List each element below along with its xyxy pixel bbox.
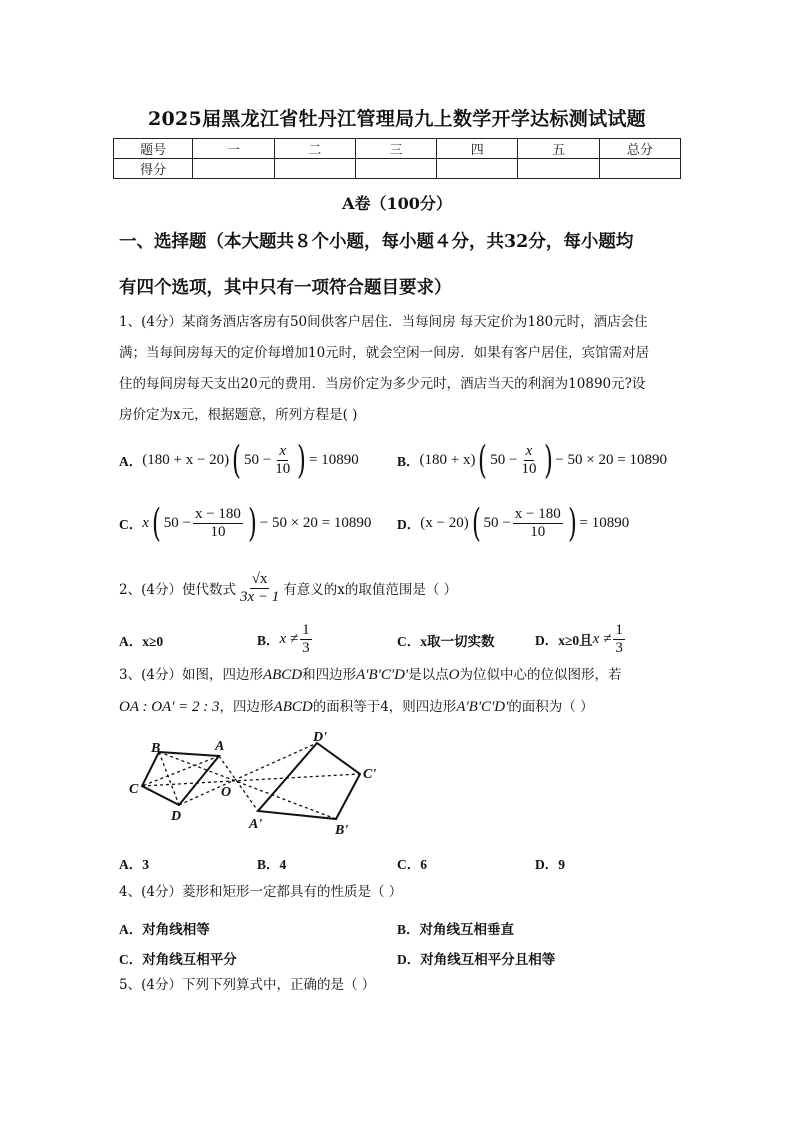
question-5-stem: 5、(4分）下列下列算式中，正确的是（ ） (119, 977, 376, 993)
right-paren: ) (567, 501, 577, 545)
frac-denominator: 3 (302, 639, 310, 656)
frac-numerator: x (525, 442, 533, 459)
question-line: 满；当每间房每天的定价每增加10元时，就会空闲一间房．如果有客户居住，宾馆需对居 (119, 345, 650, 361)
q2-option-c[interactable]: C．x取一切实数 (397, 634, 495, 649)
label-b-prime: B' (335, 823, 349, 838)
q1-option-a[interactable] (119, 430, 389, 490)
q2-option-a[interactable]: A．x≥0 (119, 634, 164, 649)
table-row (114, 139, 681, 159)
score-table (113, 138, 681, 179)
score-input-cell[interactable] (355, 159, 436, 179)
option-label: A． (119, 454, 143, 469)
section-heading (119, 219, 689, 311)
math-expr: x (142, 514, 149, 531)
question-text: 的面积等于4，则四边形 (312, 699, 457, 715)
math-expr: A'B'C'D' (456, 699, 509, 715)
math-expr: − 50 × 20 = 10890 (259, 514, 372, 531)
q2-option-b[interactable] (257, 619, 314, 659)
label-c: C (129, 782, 139, 797)
q3-option-b[interactable]: B．4 (257, 857, 287, 872)
q1-option-b[interactable] (397, 430, 692, 490)
frac-denominator: 3x − 1 (239, 588, 280, 605)
table-cell: 三 (355, 139, 436, 159)
question-line: 1、(4分）某商务酒店客房有50间供客户居住．当每间房 每天定价为180元时，酒店会住 (119, 314, 648, 330)
math-expr: 50 − (490, 451, 518, 468)
math-expr: ABCD (262, 667, 303, 683)
option-label: D．x≥0且 (535, 633, 593, 648)
math-expr: OA : OA' = 2 : 3 (119, 699, 220, 715)
q3-option-c[interactable]: C．6 (397, 857, 427, 872)
frac-denominator: 3 (615, 639, 623, 656)
q2-options (119, 619, 691, 659)
table-cell: 四 (437, 139, 518, 159)
question-text: 3、(4分）如图，四边形 (119, 667, 263, 683)
option-label: D． (397, 517, 421, 532)
option-label: B． (257, 633, 280, 648)
table-row (114, 159, 681, 179)
q3-option-d[interactable]: D．9 (535, 857, 565, 872)
homothety-figure (125, 730, 390, 840)
dashed-lines (142, 743, 360, 819)
math-expr: − 50 × 20 = 10890 (555, 451, 667, 468)
right-paren: ) (247, 501, 257, 545)
q4-options (119, 918, 691, 978)
table-cell: 五 (518, 139, 599, 159)
math-expr: = 10890 (579, 514, 630, 531)
q4-option-a[interactable]: A．对角线相等 (119, 922, 210, 937)
q3-option-a[interactable]: A．3 (119, 857, 149, 872)
question-line (119, 659, 691, 691)
q4-option-c[interactable]: C．对角线互相平分 (119, 952, 237, 967)
frac-numerator: √x (251, 570, 268, 587)
label-d-prime: D' (313, 730, 327, 745)
question-3-stem (119, 659, 691, 723)
option-label: B． (397, 454, 420, 469)
question-text: 是以点 (408, 667, 449, 683)
score-input-cell[interactable] (437, 159, 518, 179)
math-expr: 50 − (244, 451, 272, 468)
math-expr: x ≠ (279, 630, 299, 647)
left-paren: ( (471, 501, 481, 545)
frac-numerator: 1 (615, 621, 623, 638)
math-expr: A'B'C'D' (356, 667, 409, 683)
left-paren: ( (232, 438, 242, 482)
math-expr: 50 − (163, 514, 191, 531)
q3-options (119, 853, 691, 875)
q2-option-d[interactable] (535, 619, 627, 659)
question-text: 2、(4分）使代数式 (119, 582, 236, 598)
frac-numerator: x − 180 (194, 505, 241, 522)
q1-option-c[interactable] (119, 493, 389, 553)
page-title: 2025届黑龙江省牡丹江管理局九上数学开学达标测试试题 (148, 108, 646, 130)
label-d: D (171, 809, 182, 824)
section-heading-line: 一、选择题（本大题共８个小题，每小题４分，共32分，每小题均 (119, 232, 634, 252)
math-expr: ABCD (273, 699, 313, 715)
table-cell: 总分 (599, 139, 680, 159)
q4-option-b[interactable]: B．对角线互相垂直 (397, 922, 515, 937)
question-text: 的面积为（ ） (508, 699, 594, 715)
math-expr: (x − 20) (420, 514, 469, 531)
frac-denominator: 10 (275, 460, 291, 477)
question-2-stem (119, 565, 691, 611)
math-expr: x ≠ (592, 630, 612, 647)
frac-numerator: x − 180 (514, 505, 561, 522)
label-a-prime: A' (249, 817, 263, 832)
question-line (119, 691, 691, 723)
label-c-prime: C' (363, 767, 377, 782)
math-expr: (180 + x − 20) (142, 451, 230, 468)
label-o: O (221, 785, 232, 800)
label-b: B (151, 741, 161, 756)
table-cell: 一 (193, 139, 274, 159)
question-4-stem: 4、(4分）菱形和矩形一定都具有的性质是（ ） (119, 884, 403, 900)
q1-option-d[interactable] (397, 493, 692, 553)
section-heading-line: 有四个选项，其中只有一项符合题目要求） (119, 278, 452, 298)
score-input-cell[interactable] (193, 159, 274, 179)
table-cell: 二 (274, 139, 355, 159)
table-cell: 得分 (114, 159, 193, 179)
question-text: 和四边形 (302, 667, 357, 683)
frac-denominator: 10 (530, 523, 546, 540)
score-input-cell[interactable] (274, 159, 355, 179)
table-cell: 题号 (114, 139, 193, 159)
frac-denominator: 10 (210, 523, 226, 540)
section-header-a: A卷（100分） (342, 194, 452, 213)
right-paren: ) (297, 438, 307, 482)
right-paren: ) (543, 438, 553, 482)
question-text: 有意义的x的取值范围是（ ） (283, 582, 458, 598)
question-1-stem (119, 307, 691, 431)
question-text: 为位似中心的位似图形，若 (459, 667, 622, 683)
option-label: C． (119, 517, 143, 532)
math-expr: O (448, 667, 460, 683)
left-paren: ( (151, 501, 161, 545)
q4-option-d[interactable]: D．对角线互相平分且相等 (397, 952, 556, 967)
question-line: 房价定为x元，根据题意，所列方程是( ) (119, 407, 358, 423)
math-expr: (180 + x) (419, 451, 476, 468)
frac-numerator: 1 (302, 621, 310, 638)
score-input-cell[interactable] (599, 159, 680, 179)
frac-numerator: x (279, 442, 287, 459)
question-text: ，四边形 (219, 699, 274, 715)
quad-abcd-prime (258, 743, 360, 819)
frac-denominator: 10 (521, 460, 537, 477)
math-expr: 50 − (483, 514, 511, 531)
math-expr: = 10890 (309, 451, 359, 468)
score-input-cell[interactable] (518, 159, 599, 179)
question-line: 住的每间房每天支出20元的费用．当房价定为多少元时，酒店当天的利润为10890元?设 (119, 376, 646, 392)
label-a: A (215, 739, 225, 754)
left-paren: ( (478, 438, 488, 482)
